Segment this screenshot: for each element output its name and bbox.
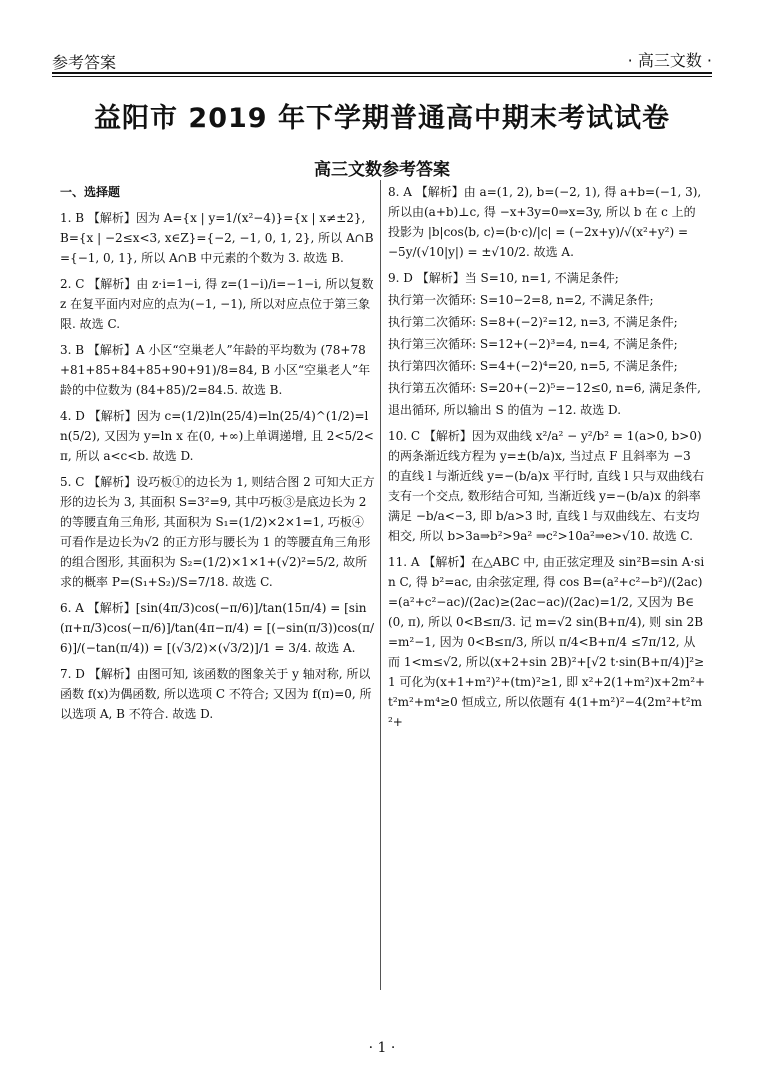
column-divider xyxy=(380,180,381,990)
section-heading: 一、选择题 xyxy=(60,185,121,199)
header-rule-thin xyxy=(52,76,712,77)
answer-8: 8. A 【解析】由 a=(1, 2), b=(−2, 1), 得 a+b=(−1, 3), 所以由(a+b)⊥c, 得 −x+3y=0⇒x=3y, 所以 b 在 c 上的投影为 |b|cos⟨b, c⟩=(b·c)/|c| = (−2x+y)/√(x²+y²) = −5y/(√10|y|) = ±√10/2. 故选 A. xyxy=(388,185,706,259)
answer-9-loop-4: 执行第四次循环: S=4+(−2)⁴=20, n=5, 不满足条件; xyxy=(388,359,678,373)
answer-11: 11. A 【解析】在△ABC 中, 由正弦定理及 sin²B=sin A·sin C, 得 b²=ac, 由余弦定理, 得 cos B=(a²+c²−b²)/(2ac)=(a²+c²−ac)/(2ac)≥(2ac−ac)/(2ac)=1/2, 又因为 B∈(0, π), 所以 0<B≤π/3. 记 m=√2 sin(B+π/4), 则 sin 2B=m²−1, 因为 0<B≤π/3, 所以 π/4<B+π/4 ≤7π/12, 从而 1<m≤√2, 所以(x+2+sin 2B)²+[√2 t·sin(B+π/4)]²≥1 可化为(x+1+m²)²+(tm)²≥1, 即 x²+2(1+m²)x+2m²+t²m²+m⁴≥0 恒成立, 所以依题有 4(1+m²)²−4(2m²+t²m²+ xyxy=(388,555,706,729)
answer-2: 2. C 【解析】由 z·i=1−i, 得 z=(1−i)/i=−1−i, 所以复数 z 在复平面内对应的点为(−1, −1), 所以对应点位于第三象限. 故选 C. xyxy=(60,277,378,331)
answer-4: 4. D 【解析】因为 c=(1/2)ln(25/4)=ln(25/4)^(1/2)=ln(5/2), 又因为 y=ln x 在(0, +∞)上单调递增, 且 2<5/2<π, 所以 a<c<b. 故选 D. xyxy=(60,409,374,463)
answer-3: 3. B 【解析】A 小区“空巢老人”年龄的平均数为 (78+78+81+85+84+85+90+91)/8=84, B 小区“空巢老人”年龄的中位数为 (84+85)/2=84.5. 故选 B. xyxy=(60,343,371,397)
page-title: 益阳市 2019 年下学期普通高中期末考试试卷 xyxy=(94,103,670,134)
header-left-label: 参考答案 xyxy=(52,53,117,72)
page-number: · 1 · xyxy=(368,1040,396,1056)
answer-9-conclusion: 退出循环, 所以输出 S 的值为 −12. 故选 D. xyxy=(388,403,622,417)
answer-7: 7. D 【解析】由图可知, 该函数的图象关于 y 轴对称, 所以函数 f(x)为偶函数, 所以选项 C 不符合; 又因为 f(π)=0, 所以选项 A, B 不符合. 故选 D. xyxy=(60,667,372,721)
right-column xyxy=(388,182,706,734)
answer-6: 6. A 【解析】[sin(4π/3)cos(−π/6)]/tan(15π/4) = [sin(π+π/3)cos(−π/6)]/tan(4π−π/4) = [(−sin(π/3))cos(π/6)]/(−tan(π/4)) = [(√3/2)×(√3/2)]/1 = 3/4. 故选 A. xyxy=(60,601,375,655)
answer-9-loop-2: 执行第二次循环: S=8+(−2)²=12, n=3, 不满足条件; xyxy=(388,315,678,329)
answer-1: 1. B 【解析】因为 A={x | y=1/(x²−4)}={x | x≠±2}, B={x | −2≤x<3, x∈Z}={−2, −1, 0, 1, 2}, 所以 A∩B={−1, 0, 1}, 所以 A∩B 中元素的个数为 3. 故选 B. xyxy=(60,211,374,265)
header-right-label: · 高三文数 · xyxy=(627,51,712,70)
header-rule-thick xyxy=(52,72,712,74)
answer-10: 10. C 【解析】因为双曲线 x²/a² − y²/b² = 1(a>0, b>0)的两条渐近线方程为 y=±(b/a)x, 当过点 F 且斜率为 −3 的直线 l 与渐近线 y=−(b/a)x 平行时, 直线 l 只与双曲线右支有一个交点, 数形结合可知, 当渐近线 y=−(b/a)x 的斜率满足 −b/a<−3, 即 b/a>3 时, 直线 l 与双曲线左、右支均相交, 所以 b>3a⇒b²>9a² ⇒c²>10a²⇒e>√10. 故选 C. xyxy=(388,429,705,543)
answer-9-loop-5: 执行第五次循环: S=20+(−2)⁵=−12≤0, n=6, 满足条件, xyxy=(388,381,701,395)
page-header xyxy=(52,28,712,74)
answer-5: 5. C 【解析】设巧板①的边长为 1, 则结合图 2 可知大正方形的边长为 3, 其面积 S=3²=9, 其中巧板③是底边长为 2 的等腰直角三角形, 其面积为 S₁=(1/2)×2×1=1, 巧板④可看作是边长为√2 的正方形与腰长为 1 的等腰直角三角形的组合图形, 其面积为 S₂=(1/2)×1×1+(√2)²=5/2, 故所求的概率 P=(S₁+S₂)/S=7/18. 故选 C. xyxy=(60,475,375,589)
answer-9: 9. D 【解析】当 S=10, n=1, 不满足条件; xyxy=(388,271,619,285)
left-column xyxy=(60,182,378,726)
answer-9-loop-1: 执行第一次循环: S=10−2=8, n=2, 不满足条件; xyxy=(388,293,654,307)
page-subtitle: 高三文数参考答案 xyxy=(314,160,450,180)
answer-9-loop-3: 执行第三次循环: S=12+(−2)³=4, n=4, 不满足条件; xyxy=(388,337,678,351)
